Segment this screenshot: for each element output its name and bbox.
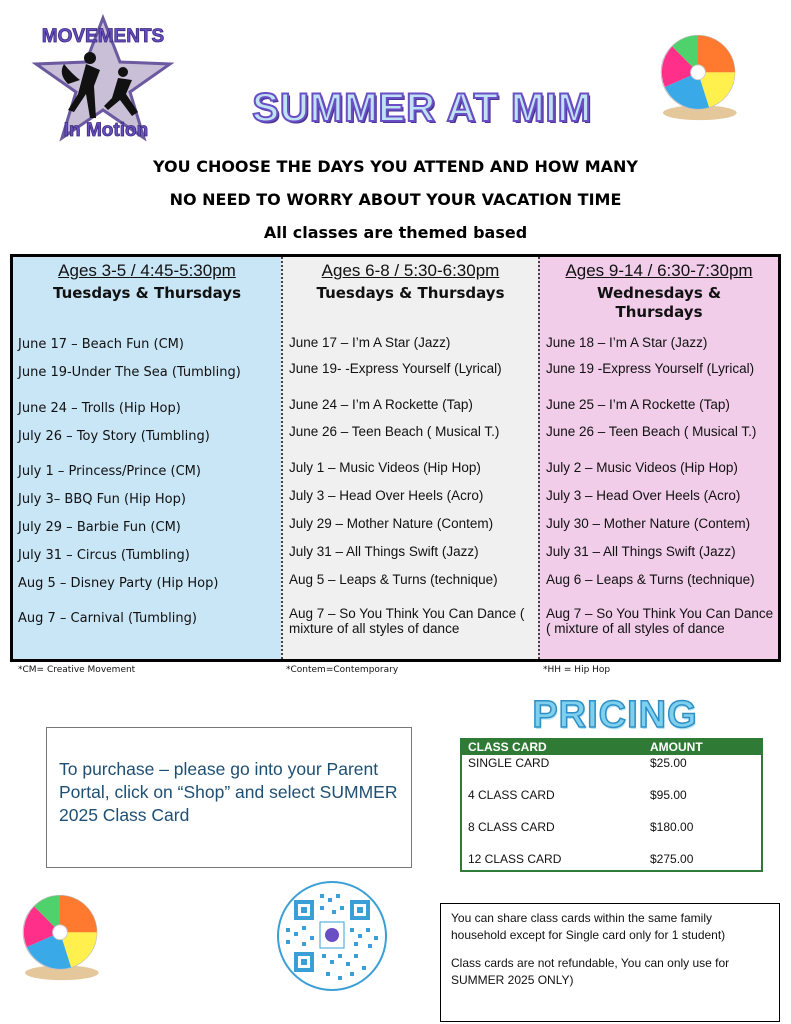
class-item: July 3– BBQ Fun (Hip Hop) [18, 492, 186, 507]
card-name: 8 CLASS CARD [468, 820, 555, 834]
class-item: June 19 -Express Yourself (Lyrical) [546, 361, 755, 376]
age-group-label: Ages 3-5 / 4:45-5:30pm [58, 261, 236, 280]
note-refund: Class cards are not refundable, You can only use for SUMMER 2025 ONLY) [451, 956, 730, 987]
class-item: Aug 7 – Carnival (Tumbling) [18, 611, 197, 626]
headline-choose-days: YOU CHOOSE THE DAYS YOU ATTEND AND HOW MANY [153, 157, 638, 176]
class-item: June 24 – Trolls (Hip Hop) [18, 401, 181, 416]
card-price: $95.00 [650, 788, 687, 802]
class-item: July 31 – All Things Swift (Jazz) [289, 544, 479, 559]
class-item: July 31 – Circus (Tumbling) [18, 548, 190, 563]
age-group-label: Ages 6-8 / 5:30-6:30pm [321, 261, 500, 280]
class-schedule [10, 254, 781, 662]
class-item: June 25 – I’m A Rockette (Tap) [546, 397, 730, 412]
table-row [462, 819, 761, 851]
logo-bottom-text: In Motion [63, 120, 149, 141]
class-item: Aug 6 – Leaps & Turns (technique) [546, 572, 755, 587]
class-item: June 19- -Express Yourself (Lyrical) [289, 361, 502, 376]
class-item: July 30 – Mother Nature (Contem) [546, 516, 751, 531]
class-item: July 26 – Toy Story (Tumbling) [18, 429, 210, 444]
card-price: $275.00 [650, 852, 694, 866]
class-item: July 1 – Princess/Prince (CM) [18, 464, 201, 479]
schedule-column-ages-3-5 [13, 257, 281, 659]
table-row [462, 787, 761, 819]
age-group-label: Ages 9-14 / 6:30-7:30pm [565, 261, 753, 280]
qr-code-icon[interactable] [276, 880, 388, 992]
class-item: July 2 – Music Videos (Hip Hop) [546, 460, 738, 475]
days-label: Wednesdays & Thursdays [596, 284, 722, 321]
schedule-column-ages-9-14 [538, 257, 778, 659]
class-item: July 3 – Head Over Heels (Acro) [289, 488, 484, 503]
class-item: July 3 – Head Over Heels (Acro) [546, 488, 741, 503]
card-name: SINGLE CARD [468, 756, 550, 770]
card-price: $180.00 [650, 820, 694, 834]
pricing-table-header [462, 740, 761, 755]
card-name: 4 CLASS CARD [468, 788, 555, 802]
class-item: June 26 – Teen Beach ( Musical T.) [546, 424, 757, 439]
class-item: June 26 – Teen Beach ( Musical T.) [289, 424, 500, 439]
class-item: July 29 – Mother Nature (Contem) [289, 516, 494, 531]
header-amount: AMOUNT [650, 740, 703, 754]
class-item: June 17 – Beach Fun (CM) [18, 337, 184, 352]
footnote-cm: *CM= Creative Movement [18, 665, 136, 675]
card-price: $25.00 [650, 756, 687, 770]
page-title: SUMMER AT MIM [252, 86, 592, 130]
beach-ball-icon [652, 30, 744, 122]
class-item: July 1 – Music Videos (Hip Hop) [289, 460, 481, 475]
movements-in-motion-logo [28, 14, 178, 142]
class-item: Aug 5 – Disney Party (Hip Hop) [18, 576, 219, 591]
class-item: June 19-Under The Sea (Tumbling) [18, 365, 241, 380]
class-item: Aug 5 – Leaps & Turns (technique) [289, 572, 498, 587]
footnote-contem: *Contem=Contemporary [286, 665, 399, 675]
purchase-instructions-box [46, 727, 412, 868]
pricing-title: PRICING [532, 694, 698, 736]
class-item: Aug 7 – So You Think You Can Dance ( mixture of all styles of dance [289, 606, 525, 636]
beach-ball-icon [14, 890, 106, 982]
table-row [462, 755, 761, 787]
days-label: Tuesdays & Thursdays [316, 284, 505, 302]
class-card-notes [440, 903, 780, 1022]
card-name: 12 CLASS CARD [468, 852, 562, 866]
headline-themed: All classes are themed based [263, 223, 528, 242]
class-item: June 24 – I’m A Rockette (Tap) [289, 397, 473, 412]
schedule-column-ages-6-8 [281, 257, 538, 659]
purchase-instructions: To purchase – please go into your Parent Portal, click on “Shop” and select SUMMER 2025 Class Card [59, 759, 398, 825]
class-item: July 31 – All Things Swift (Jazz) [546, 544, 736, 559]
footnote-hh: *HH = Hip Hop [543, 665, 611, 675]
class-item: Aug 7 – So You Think You Can Dance ( mixture of all styles of dance [546, 606, 774, 636]
note-sharing: You can share class cards within the same family household except for Single card only for 1 student) [451, 911, 726, 942]
header-class-card: CLASS CARD [468, 740, 547, 754]
logo-top-text: MOVEMENTS [41, 26, 165, 47]
days-label: Tuesdays & Thursdays [52, 284, 241, 302]
table-row [462, 851, 761, 883]
pricing-table [460, 738, 763, 872]
class-item: July 29 – Barbie Fun (CM) [18, 520, 181, 535]
headline-vacation: NO NEED TO WORRY ABOUT YOUR VACATION TIME [169, 190, 622, 209]
class-item: June 17 – I’m A Star (Jazz) [289, 335, 451, 350]
class-item: June 18 – I’m A Star (Jazz) [546, 335, 708, 350]
